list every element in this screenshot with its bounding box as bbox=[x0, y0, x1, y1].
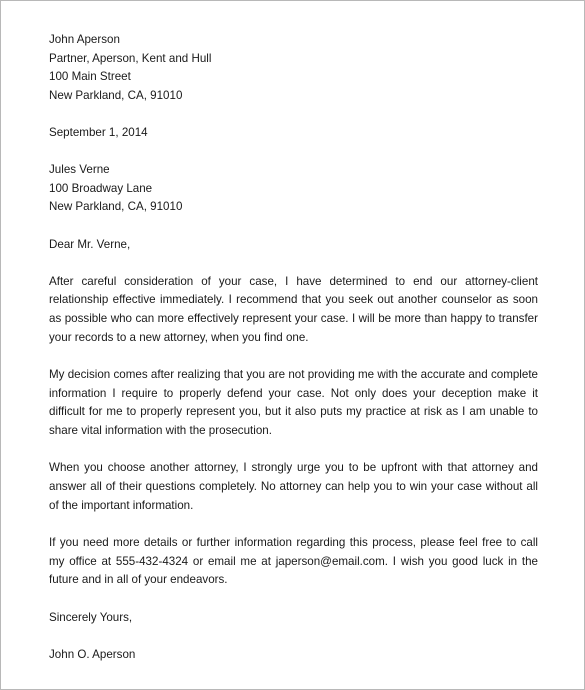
sender-city: New Parkland, CA, 91010 bbox=[49, 88, 183, 102]
sender-street: 100 Main Street bbox=[49, 70, 131, 84]
recipient-city: New Parkland, CA, 91010 bbox=[49, 200, 183, 214]
paragraph-4: If you need more details or further information regarding this process, please feel free to call my office at 555-432-4324 or email me at japerson@email.com. I wish you good luck in the future and in all of your endeavors. bbox=[49, 536, 538, 587]
sender-block bbox=[49, 31, 538, 105]
paragraph-2: My decision comes after realizing that you are not providing me with the accurate and complete information I require to properly defend your case. Not only does your deception make it difficult for me to properly represent you, but it also puts my practice at risk as I am unable to share vital information with the prosecution. bbox=[49, 368, 538, 437]
recipient-name: Jules Verne bbox=[49, 163, 110, 177]
letter-body bbox=[49, 31, 538, 665]
sender-name: John Aperson bbox=[49, 33, 120, 46]
recipient-block bbox=[49, 161, 538, 217]
sender-title: Partner, Aperson, Kent and Hull bbox=[49, 51, 212, 65]
paragraph-3: When you choose another attorney, I strongly urge you to be upfront with that attorney and answer all of their questions completely. No attorney can help you to win your case without all of the important information. bbox=[49, 461, 538, 512]
letter-date: September 1, 2014 bbox=[49, 125, 148, 139]
closing: Sincerely Yours, bbox=[49, 611, 133, 625]
signature-name: John O. Aperson bbox=[49, 648, 136, 662]
recipient-street: 100 Broadway Lane bbox=[49, 181, 153, 195]
salutation: Dear Mr. Verne, bbox=[49, 237, 131, 251]
paragraph-1: After careful consideration of your case, I have determined to end our attorney-client relationship effective immediately. I recommend that you seek out another counselor as soon as possible who can more effectively represent your case. I will be more than happy to transfer your records to a new attorney, when you find one. bbox=[49, 274, 538, 344]
